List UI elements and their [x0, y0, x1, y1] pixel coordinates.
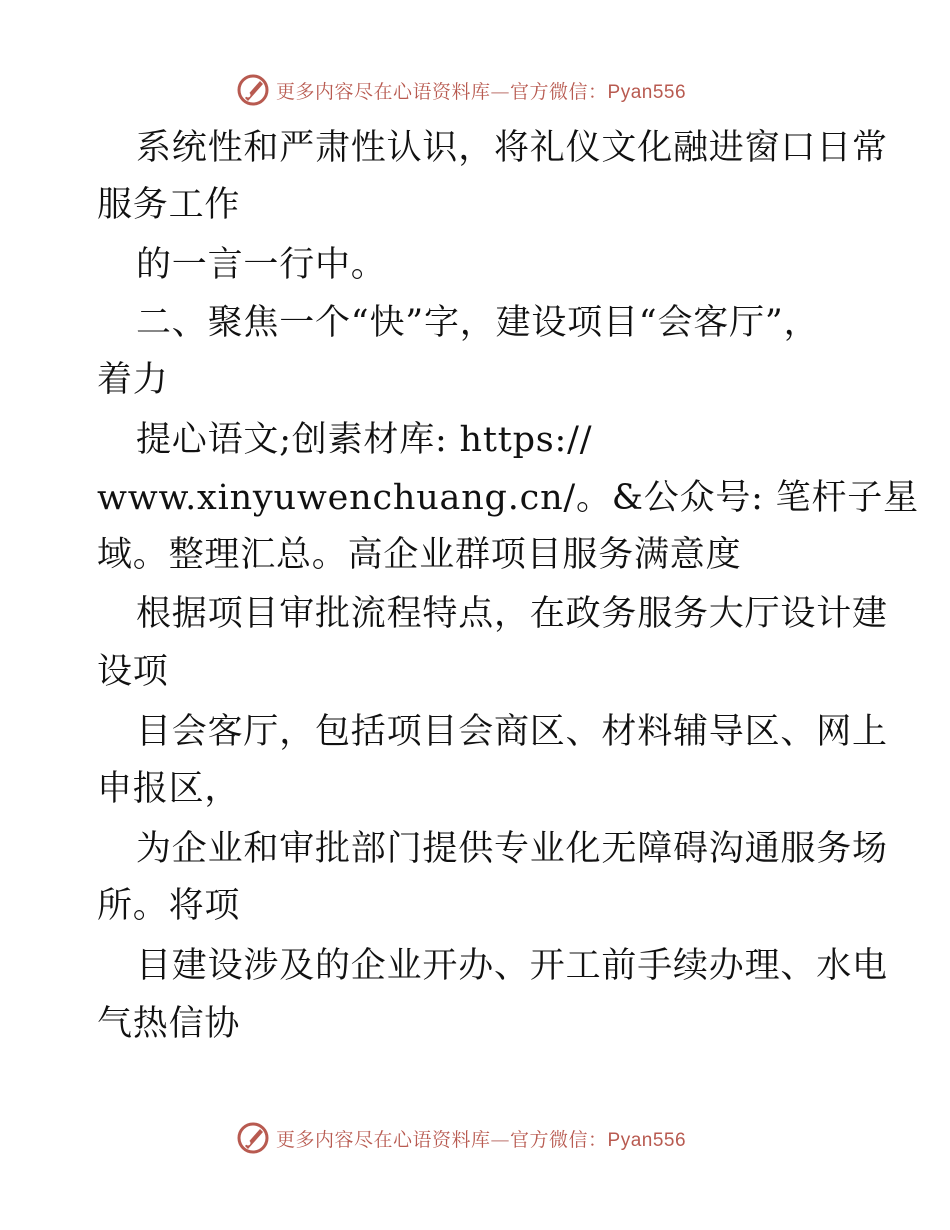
header-banner-title: 更多内容尽在心语资料库 — [276, 80, 491, 103]
body-line: 气热信协 — [97, 1004, 241, 1044]
body-line: 根据项目审批流程特点，在政务服务大厅设计建 — [136, 594, 888, 634]
footer-banner-title: 更多内容尽在心语资料库 — [276, 1128, 491, 1151]
body-line: 的一言一行中。 — [136, 245, 387, 285]
header-banner-separator: — — [490, 80, 511, 103]
footer-banner — [236, 1120, 716, 1156]
body-line: 提心语文;创素材库: https:// — [136, 420, 593, 460]
footer-banner-wechat-id: Pyan556 — [607, 1129, 687, 1151]
footer-banner-wechat-label: 官方微信： — [510, 1128, 608, 1151]
pen-logo-icon — [236, 1121, 270, 1155]
footer-banner-separator: — — [490, 1128, 511, 1151]
body-line: 服务工作 — [97, 185, 241, 225]
body-line: 系统性和严肃性认识，将礼仪文化融进窗口日常 — [136, 128, 888, 168]
body-line: 二、聚焦一个“快”字，建设项目“会客厅”， — [136, 303, 820, 343]
body-line: www.xinyuwenchuang.cn/。&公众号: 笔杆子星 — [97, 478, 919, 518]
body-line: 域。整理汇总。高企业群项目服务满意度 — [97, 535, 742, 575]
body-line: 目会客厅，包括项目会商区、材料辅导区、网上 — [136, 712, 888, 752]
body-line: 着力 — [97, 360, 169, 400]
body-line: 申报区， — [97, 769, 241, 809]
body-line: 所。将项 — [97, 886, 241, 926]
header-banner-wechat-label: 官方微信： — [510, 80, 608, 103]
body-line: 设项 — [97, 652, 169, 692]
body-line: 目建设涉及的企业开办、开工前手续办理、水电 — [136, 946, 888, 986]
header-banner-wechat-id: Pyan556 — [607, 81, 687, 103]
footer-banner-text — [276, 1125, 686, 1152]
body-line: 为企业和审批部门提供专业化无障碍沟通服务场 — [136, 829, 888, 869]
